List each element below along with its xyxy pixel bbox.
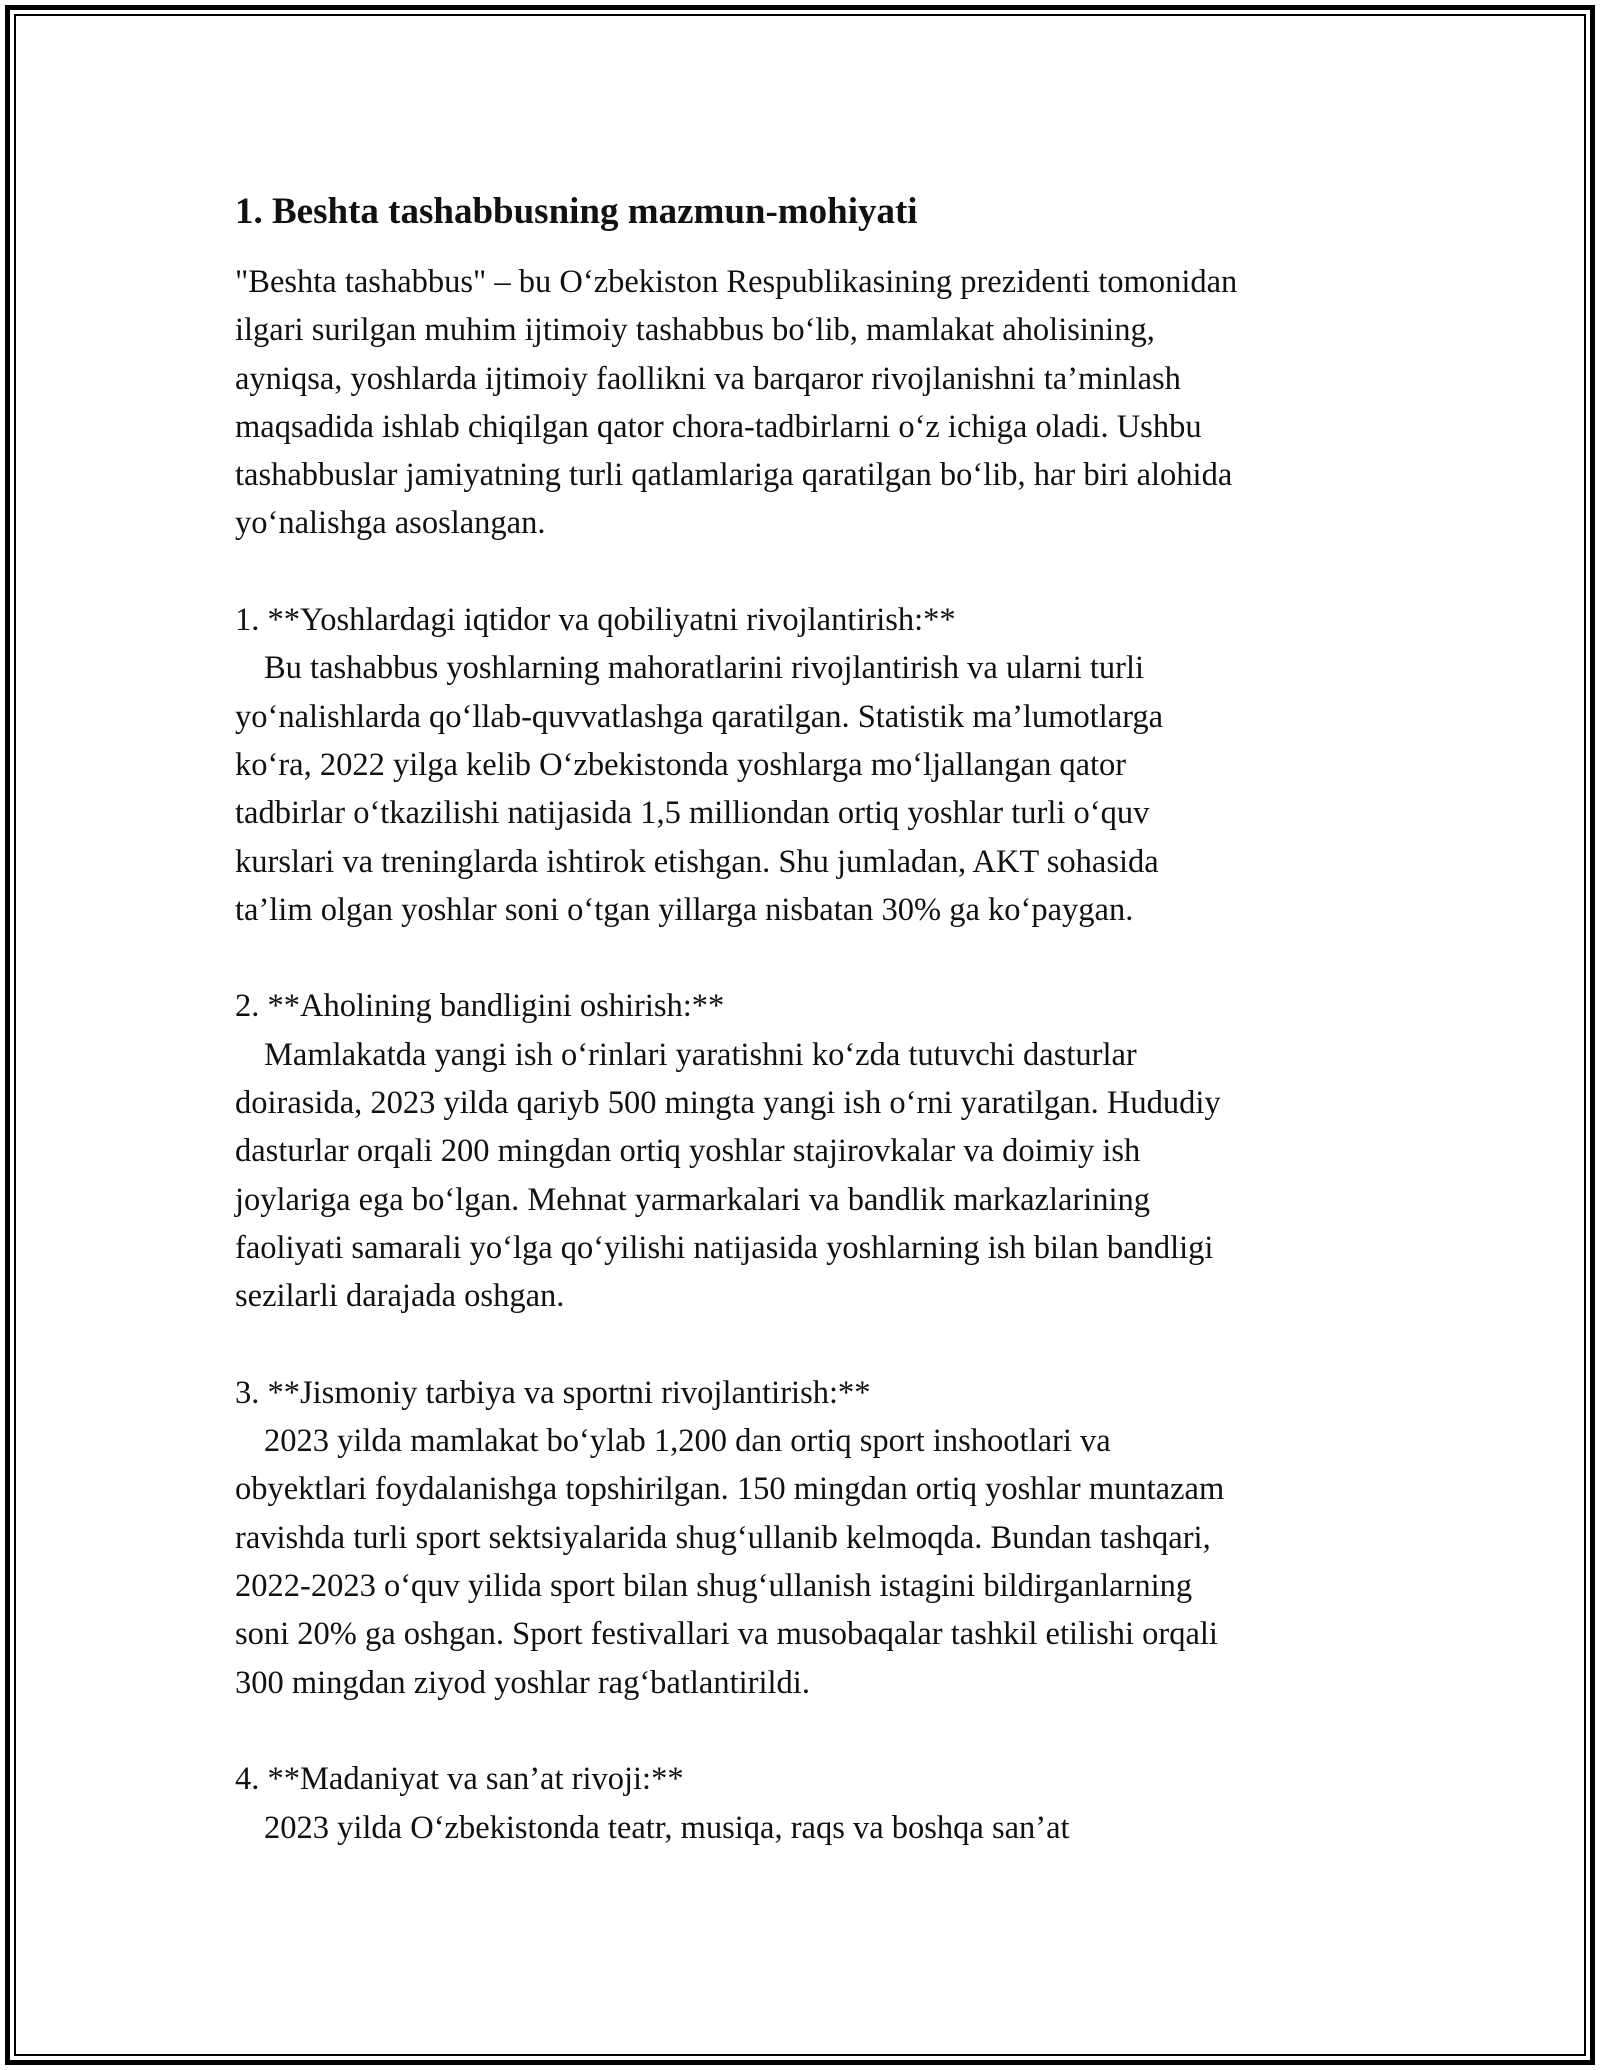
document-body — [235, 188, 1405, 1852]
section-4 — [235, 1755, 1405, 1852]
section-heading: 2. **Aholining bandligini oshirish:** — [235, 988, 725, 1025]
section-line: ravishda turli sport sektsiyalarida shug‘ullanib kelmoqda. Bundan tashqari, — [235, 1519, 1211, 1556]
intro-line: ayniqsa, yoshlarda ijtimoiy faollikni va barqaror rivojlanishni ta’minlash — [235, 360, 1181, 397]
intro-line: yo‘nalishga asoslangan. — [235, 505, 546, 542]
section-line: obyektlari foydalanishga topshirilgan. 150 mingdan ortiq yoshlar muntazam — [235, 1471, 1225, 1508]
section-2 — [235, 982, 1405, 1320]
section-line: ta’lim olgan yoshlar soni o‘tgan yillarga nisbatan 30% ga ko‘paygan. — [235, 891, 1134, 928]
section-heading: 4. **Madaniyat va san’at rivoji:** — [235, 1761, 684, 1798]
intro-line: ilgari surilgan muhim ijtimoiy tashabbus bo‘lib, mamlakat aholisining, — [235, 312, 1155, 349]
section-line: Mamlakatda yangi ish o‘rinlari yaratishni ko‘zda tutuvchi dasturlar — [264, 1036, 1137, 1073]
section-line: dasturlar orqali 200 mingdan ortiq yoshlar stajirovkalar va doimiy ish — [235, 1133, 1141, 1170]
intro-line: tashabbuslar jamiyatning turli qatlamlariga qaratilgan bo‘lib, har biri alohida — [235, 457, 1233, 494]
section-line: doirasida, 2023 yilda qariyb 500 mingta yangi ish o‘rni yaratilgan. Hududiy — [235, 1085, 1221, 1122]
intro-line: "Beshta tashabbus" – bu O‘zbekiston Respublikasining prezidenti tomonidan — [235, 264, 1238, 300]
section-1 — [235, 596, 1405, 934]
section-line: soni 20% ga oshgan. Sport festivallari va musobaqalar tashkil etilishi orqali — [235, 1616, 1218, 1653]
section-heading: 1. **Yoshlardagi iqtidor va qobiliyatni rivojlantirish:** — [235, 602, 956, 639]
section-line: 300 mingdan ziyod yoshlar rag‘batlantirildi. — [235, 1664, 810, 1701]
section-line: Bu tashabbus yoshlarning mahoratlarini rivojlantirish va ularni turli — [264, 650, 1145, 687]
section-line: sezilarli darajada oshgan. — [235, 1278, 565, 1315]
section-heading: 3. **Jismoniy tarbiya va sportni rivojlantirish:** — [235, 1374, 871, 1411]
paragraph-spacer — [235, 934, 1405, 982]
section-line: faoliyati samarali yo‘lga qo‘yilishi natijasida yoshlarning ish bilan bandligi — [235, 1229, 1214, 1266]
section-line: ko‘ra, 2022 yilga kelib O‘zbekistonda yoshlarga mo‘ljallangan qator — [235, 746, 1127, 783]
section-line: kurslari va treninglarda ishtirok etishgan. Shu jumladan, AKT sohasida — [235, 843, 1159, 880]
section-line: yo‘nalishlarda qo‘llab-quvvatlashga qaratilgan. Statistik ma’lumotlarga — [235, 698, 1164, 735]
intro-line: maqsadida ishlab chiqilgan qator chora-tadbirlarni o‘z ichiga oladi. Ushbu — [235, 408, 1202, 445]
section-line: tadbirlar o‘tkazilishi natijasida 1,5 milliondan ortiq yoshlar turli o‘quv — [235, 795, 1150, 832]
paragraph-spacer — [235, 1321, 1405, 1369]
document-title: 1. Beshta tashabbusning mazmun-mohiyati — [235, 191, 918, 232]
paragraph-spacer — [235, 1707, 1405, 1755]
intro-paragraph — [235, 258, 1405, 548]
section-line: 2023 yilda mamlakat bo‘ylab 1,200 dan ortiq sport inshootlari va — [264, 1423, 1111, 1460]
section-line: 2023 yilda O‘zbekistonda teatr, musiqa, raqs va boshqa san’at — [264, 1809, 1070, 1846]
section-line: joylariga ega bo‘lgan. Mehnat yarmarkalari va bandlik markazlarining — [235, 1181, 1151, 1218]
section-line: 2022-2023 o‘quv yilida sport bilan shug‘ullanish istagini bildirganlarning — [235, 1568, 1193, 1605]
section-3 — [235, 1369, 1405, 1707]
paragraph-spacer — [235, 548, 1405, 596]
